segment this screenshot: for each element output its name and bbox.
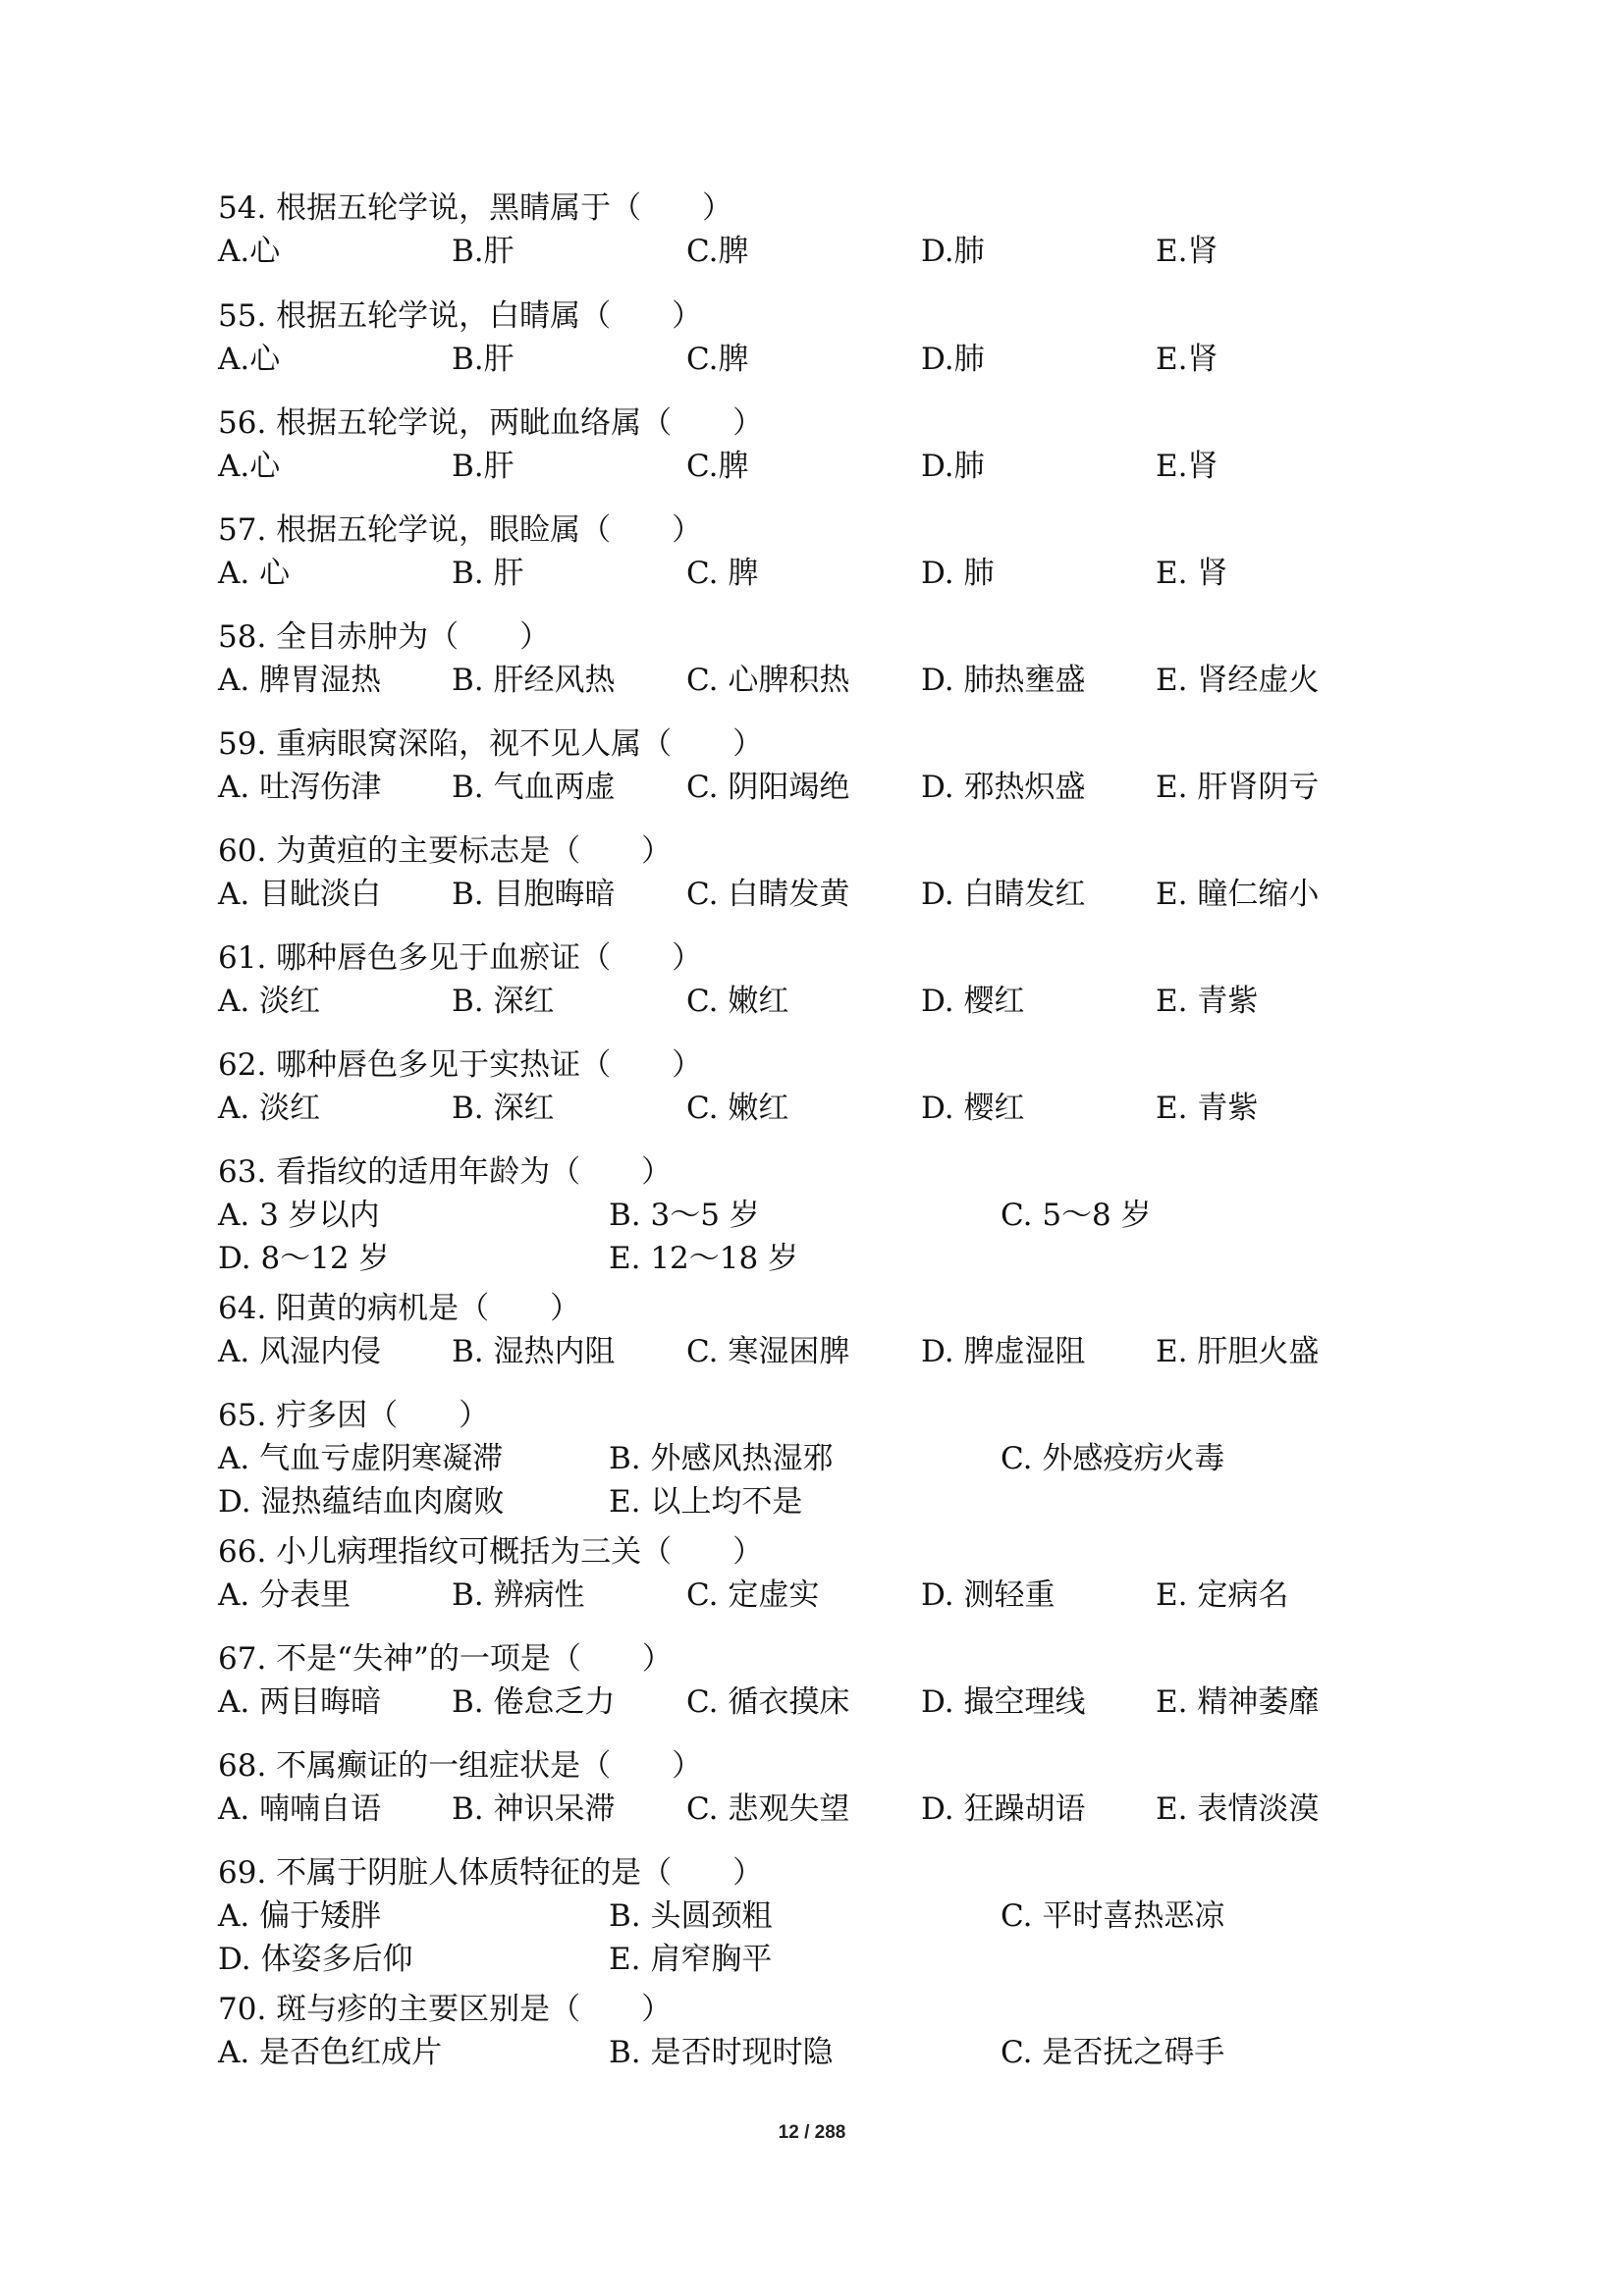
answer-option: B. 是否时现时隐 — [609, 2035, 834, 2070]
answer-option: B. 辨病性 — [452, 1577, 585, 1613]
question-item — [218, 1394, 1455, 1523]
answer-option: D.肺 — [921, 234, 985, 269]
option-row — [218, 552, 1455, 595]
answer-option: B. 深红 — [452, 984, 555, 1019]
option-row — [218, 1237, 1455, 1280]
question-stem: 55. 根据五轮学说，白睛属（ ） — [218, 298, 703, 334]
answer-option: A. 目眦淡白 — [218, 877, 382, 912]
option-row — [218, 1087, 1455, 1130]
answer-option: E. 肝肾阴亏 — [1156, 770, 1320, 805]
answer-option: E. 肝胆火盛 — [1156, 1334, 1320, 1369]
question-stem: 60. 为黄疸的主要标志是（ ） — [218, 833, 673, 869]
answer-option: B. 神识呆滞 — [452, 1791, 616, 1827]
answer-option: E. 精神萎靡 — [1156, 1684, 1320, 1720]
question-item — [218, 936, 1455, 1023]
answer-option: B. 目胞晦暗 — [452, 877, 616, 912]
answer-option: B.肝 — [452, 342, 514, 377]
question-stem: 62. 哪种唇色多见于实热证（ ） — [218, 1047, 703, 1083]
option-row — [218, 445, 1455, 488]
answer-option: E. 肩窄胸平 — [609, 1942, 773, 1977]
question-item — [218, 1851, 1455, 1981]
answer-option: D. 撮空理线 — [921, 1684, 1086, 1720]
answer-option: C. 心脾积热 — [686, 663, 850, 698]
question-item — [218, 1988, 1455, 2074]
answer-option: E. 青紫 — [1156, 984, 1259, 1019]
answer-option: A. 气血亏虚阴寒凝滞 — [218, 1441, 504, 1476]
answer-option: D. 体姿多后仰 — [218, 1942, 413, 1977]
question-stem: 66. 小儿病理指纹可概括为三关（ ） — [218, 1534, 764, 1570]
answer-option: B. 外感风热湿邪 — [609, 1441, 834, 1476]
answer-option: C. 脾 — [686, 556, 759, 591]
answer-option: C. 悲观失望 — [686, 1791, 850, 1827]
answer-option: C. 定虚实 — [686, 1577, 820, 1613]
answer-option: C. 外感疫疠火毒 — [1001, 1441, 1225, 1476]
question-item — [218, 829, 1455, 916]
option-row — [218, 1480, 1455, 1523]
question-stem: 65. 疔多因（ ） — [218, 1398, 490, 1433]
question-item — [218, 1043, 1455, 1130]
answer-option: D.肺 — [921, 449, 985, 484]
question-item — [218, 722, 1455, 809]
question-stem: 68. 不属癫证的一组症状是（ ） — [218, 1748, 703, 1784]
answer-option: A.心 — [218, 449, 281, 484]
answer-option: A. 两目晦暗 — [218, 1684, 382, 1720]
answer-option: D. 测轻重 — [921, 1577, 1056, 1613]
answer-option: D. 狂躁胡语 — [921, 1791, 1086, 1827]
answer-option: B.肝 — [452, 234, 514, 269]
answer-option: D.肺 — [921, 342, 985, 377]
answer-option: C.脾 — [686, 234, 749, 269]
question-item — [218, 1530, 1455, 1617]
option-row — [218, 1194, 1455, 1237]
answer-option: E. 定病名 — [1156, 1577, 1289, 1613]
answer-option: A. 淡红 — [218, 984, 321, 1019]
question-stem: 63. 看指纹的适用年龄为（ ） — [218, 1154, 673, 1190]
answer-option: A. 喃喃自语 — [218, 1791, 382, 1827]
answer-option: E.肾 — [1156, 449, 1218, 484]
option-row — [218, 980, 1455, 1023]
question-item — [218, 615, 1455, 702]
question-item — [218, 1150, 1455, 1280]
question-stem: 67. 不是“失神”的一项是（ ） — [218, 1641, 673, 1677]
answer-option: E. 肾经虚火 — [1156, 663, 1320, 698]
page-number: 12 / 288 — [778, 2122, 846, 2143]
option-row — [218, 2031, 1455, 2074]
answer-option: E. 肾 — [1156, 556, 1228, 591]
answer-option: B. 倦怠乏力 — [452, 1684, 616, 1720]
option-row — [218, 1330, 1455, 1373]
answer-option: C.脾 — [686, 342, 749, 377]
question-item — [218, 294, 1455, 381]
option-row — [218, 1681, 1455, 1724]
question-stem: 57. 根据五轮学说，眼睑属（ ） — [218, 512, 703, 548]
answer-option: C. 阴阳竭绝 — [686, 770, 850, 805]
answer-option: B.肝 — [452, 449, 514, 484]
question-item — [218, 1744, 1455, 1831]
answer-option: B. 气血两虚 — [452, 770, 616, 805]
question-stem: 59. 重病眼窝深陷，视不见人属（ ） — [218, 726, 764, 762]
answer-option: D. 樱红 — [921, 1091, 1025, 1126]
question-item — [218, 508, 1455, 595]
answer-option: A. 偏于矮胖 — [218, 1898, 382, 1934]
answer-option: D. 肺热壅盛 — [921, 663, 1086, 698]
question-stem: 70. 斑与疹的主要区别是（ ） — [218, 1992, 673, 2027]
question-item — [218, 1287, 1455, 1373]
answer-option: B. 肝 — [452, 556, 524, 591]
option-row — [218, 230, 1455, 273]
answer-option: A. 风湿内侵 — [218, 1334, 382, 1369]
answer-option: B. 头圆颈粗 — [609, 1898, 773, 1934]
question-stem: 69. 不属于阴脏人体质特征的是（ ） — [218, 1855, 764, 1891]
question-item — [218, 187, 1455, 273]
answer-option: A. 淡红 — [218, 1091, 321, 1126]
question-stem: 56. 根据五轮学说，两眦血络属（ ） — [218, 405, 764, 441]
answer-option: A. 吐泻伤津 — [218, 770, 382, 805]
answer-option: C.脾 — [686, 449, 749, 484]
question-item — [218, 1637, 1455, 1724]
option-row — [218, 1574, 1455, 1617]
answer-option: C. 嫩红 — [686, 1091, 789, 1126]
answer-option: E. 12～18 岁 — [609, 1241, 799, 1276]
answer-option: D. 白睛发红 — [921, 877, 1086, 912]
option-row — [218, 659, 1455, 702]
question-stem: 58. 全目赤肿为（ ） — [218, 619, 551, 655]
option-row — [218, 1437, 1455, 1480]
answer-option: B. 肝经风热 — [452, 663, 616, 698]
answer-option: E. 以上均不是 — [609, 1484, 803, 1520]
answer-option: A. 分表里 — [218, 1577, 352, 1613]
answer-option: A. 脾胃湿热 — [218, 663, 382, 698]
answer-option: C. 平时喜热恶凉 — [1001, 1898, 1225, 1934]
answer-option: D. 脾虚湿阻 — [921, 1334, 1086, 1369]
answer-option: C. 5～8 岁 — [1001, 1198, 1152, 1233]
answer-option: C. 循衣摸床 — [686, 1684, 850, 1720]
answer-option: E.肾 — [1156, 234, 1218, 269]
option-row — [218, 1788, 1455, 1831]
option-row — [218, 1938, 1455, 1981]
answer-option: A.心 — [218, 342, 281, 377]
answer-option: A. 3 岁以内 — [218, 1198, 380, 1233]
answer-option: D. 邪热炽盛 — [921, 770, 1086, 805]
question-stem: 64. 阳黄的病机是（ ） — [218, 1291, 581, 1326]
option-row — [218, 766, 1455, 809]
answer-option: B. 湿热内阻 — [452, 1334, 616, 1369]
answer-option: E. 表情淡漠 — [1156, 1791, 1320, 1827]
question-item — [218, 401, 1455, 488]
answer-option: E.肾 — [1156, 342, 1218, 377]
answer-option: D. 8～12 岁 — [218, 1241, 390, 1276]
option-row — [218, 338, 1455, 381]
answer-option: E. 青紫 — [1156, 1091, 1259, 1126]
answer-option: A. 是否色红成片 — [218, 2035, 443, 2070]
question-stem: 61. 哪种唇色多见于血瘀证（ ） — [218, 940, 703, 976]
answer-option: D. 肺 — [921, 556, 995, 591]
answer-option: D. 樱红 — [921, 984, 1025, 1019]
answer-option: C. 嫩红 — [686, 984, 789, 1019]
question-stem: 54. 根据五轮学说，黑睛属于（ ） — [218, 190, 733, 226]
answer-option: E. 瞳仁缩小 — [1156, 877, 1320, 912]
answer-option: A. 心 — [218, 556, 291, 591]
answer-option: C. 白睛发黄 — [686, 877, 850, 912]
answer-option: B. 3～5 岁 — [609, 1198, 760, 1233]
answer-option: A.心 — [218, 234, 281, 269]
option-row — [218, 1895, 1455, 1938]
answer-option: C. 寒湿困脾 — [686, 1334, 850, 1369]
answer-option: D. 湿热蕴结血肉腐败 — [218, 1484, 505, 1520]
option-row — [218, 873, 1455, 916]
answer-option: B. 深红 — [452, 1091, 555, 1126]
answer-option: C. 是否抚之碍手 — [1001, 2035, 1225, 2070]
